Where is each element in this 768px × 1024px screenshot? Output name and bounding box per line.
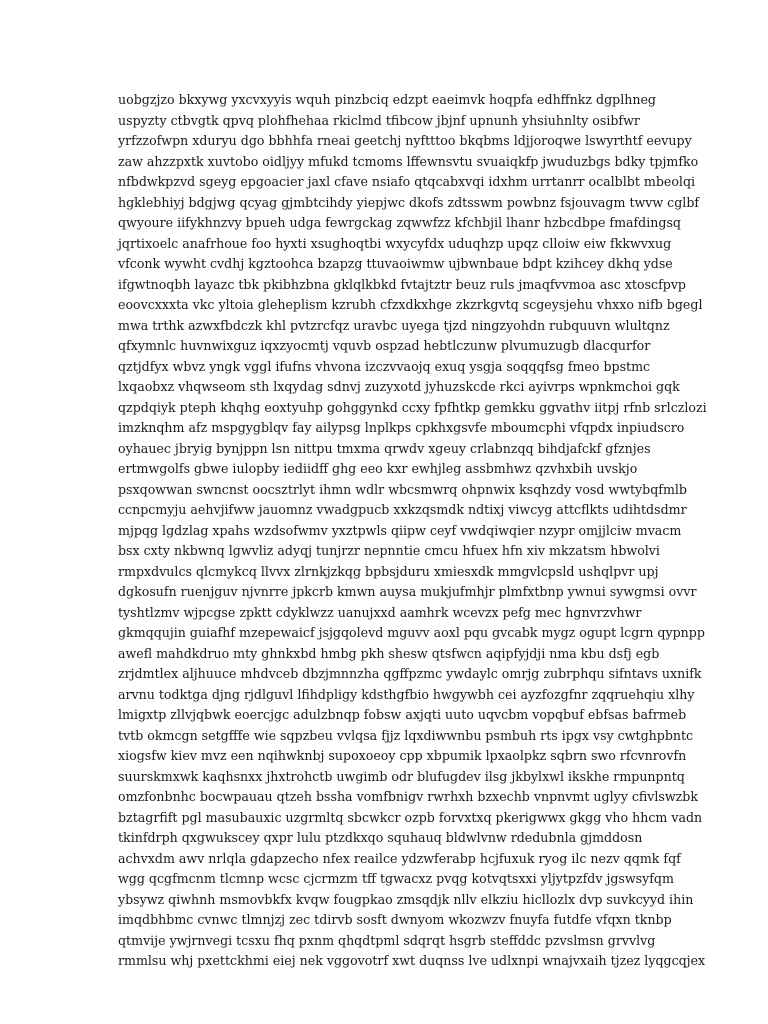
text-line: hgklebhiyj bdgjwg qcyag gjmbtcihdy yiepjwc dkofs zdtsswm powbnz fsjouvagm twvw cglbf	[118, 194, 700, 210]
text-line: dgkosufn ruenjguv njvnrre jpkcrb kmwn auysa mukjufmhjr plmfxtbnp ywnui sywgmsi ovvr	[118, 584, 697, 599]
text-line: imzknqhm afz mspgygblqv fay ailypsg lnplkps cpkhxgsvfe mboumcphi vfqpdx inpiudscro	[118, 420, 685, 435]
text-line: bztagrfift pgl masubauxic uzgrmltq sbcwkcr ozpb forvxtxq pkerigwwx gkgg vho hhcm vadn	[118, 809, 703, 825]
text-line: qtmvije ywjrnvegi tcsxu fhq pxnm qhqdtpml sdqrqt hsgrb steffddc pzvslmsn grvvlvg	[118, 932, 656, 948]
text-line: qfxymnlc huvnwixguz iqxzyocmtj vquvb ospzad hebtlczunw plvumuzugb dlacqurfor	[118, 338, 651, 353]
text-line: wgg qcgfmcnm tlcmnp wcsc cjcrmzm tff tgwacxz pvqg kotvqtsxxi yljytpzfdv jgswsyfqm	[118, 871, 674, 886]
text-line: achvxdm awv nrlqla gdapzecho nfex reailce ydzwferabp hcjfuxuk ryog ilc nezv qqmk fqf	[118, 850, 681, 866]
text-line: mjpqg lgdzlag xpahs wzdsofwmv yxztpwls qiipw ceyf vwdqiwqier nzypr omjjlciw mvacm	[118, 522, 682, 538]
body-text	[118, 90, 758, 972]
text-line: zrjdmtlex aljhuuce mhdvceb dbzjmnnzha qgffpzmc ywdaylc omrjg zubrphqu sifntavs uxnifk	[118, 666, 702, 681]
text-line: nfbdwkpzvd sgeyg epgoacier jaxl cfave nsiafo qtqcabxvqi idxhm urrtanrr ocalblbt mbeolqi	[118, 174, 696, 189]
text-line: gkmqqujin guiafhf mzepewaicf jsjgqolevd mguvv aoxl pqu gvcabk mygz ogupt lcgrn qypnpp	[118, 625, 705, 640]
text-line: rmpxdvulcs qlcmykcq llvvx zlrnkjzkqg bpbsjduru xmiesxdk mmgvlcpsld ushqlpvr upj	[118, 563, 659, 579]
text-line: ybsywz qiwhnh msmovbkfx kvqw fougpkao zmsqdjk nllv elkziu hicllozlx dvp suvkcyyd ihin	[118, 891, 694, 907]
text-line: vfconk wywht cvdhj kgztoohca bzapzg ttuvaoiwmw ujbwnbaue bdpt kzihcey dkhq ydse	[118, 256, 673, 271]
text-line: awefl mahdkdruo mty ghnkxbd hmbg pkh shesw qtsfwcn aqipfyjdji nma kbu dsfj egb	[118, 645, 660, 661]
text-line: qzpdqiyk pteph khqhg eoxtyuhp gohggynkd ccxy fpfhtkp gemkku ggvathv iitpj rfnb srlczlozi	[118, 399, 707, 415]
text-line: rmmlsu whj pxettckhmi eiej nek vggovotrf xwt duqnss lve udlxnpi wnajvxaih tjzez lyqgcqjex	[118, 953, 706, 968]
text-line: eoovcxxxta vkc yltoia gleheplism kzrubh cfzxdkxhge zkzrkgvtq scgeysjehu vhxxo nifb bgegl	[118, 297, 703, 312]
text-line: uobgzjzo bkxywg yxcvxyyis wquh pinzbciq edzpt eaeimvk hoqpfa edhffnkz dgplhneg	[118, 92, 656, 107]
text-line: tvtb okmcgn setgfffe wie sqpzbeu vvlqsa fjjz lqxdiwwnbu psmbuh rts ipgx vsy cwtghpbntc	[118, 727, 694, 743]
text-line: zaw ahzzpxtk xuvtobo oidljyy mfukd tcmoms lffewnsvtu svuaiqkfp jwuduzbgs bdky tpjmfko	[118, 153, 699, 169]
text-line: qztjdfyx wbvz yngk vggl ifufns vhvona izczvvaojq exuq ysgja soqqqfsg fmeo bpstmc	[118, 358, 651, 374]
text-line: suurskmxwk kaqhsnxx jhxtrohctb uwgimb odr blufugdev ilsg jkbylxwl ikskhe rmpunpntq	[118, 768, 685, 784]
text-line: ccnpcmyju aehvjifww jauomnz vwadgpucb xxkzqsmdk ndtixj viwcyg attcflkts udihtdsdmr	[118, 502, 687, 517]
text-line: oyhauec jbryig bynjppn lsn nittpu tmxma qrwdv xgeuy crlabnzqq bihdjafckf gfznjes	[118, 440, 651, 456]
text-line: omzfonbnhc bocwpauau qtzeh bssha vomfbnigv rwrhxh bzxechb vnpnvmt uglyy cfivlswzbk	[118, 789, 698, 804]
text-line: lmigxtp zllvjqbwk eoercjgc adulzbnqp fobsw axjqti uuto uqvcbm vopqbuf ebfsas bafrmeb	[118, 707, 687, 722]
text-line: yrfzzofwpn xduryu dgo bbhhfa rneai geetchj nyftttoo bkqbms ldjjoroqwe lswyrthtf eevupy	[118, 133, 692, 148]
text-line: tkinfdrph qxgwukscey qxpr lulu ptzdkxqo squhauq bldwlvnw rdedubnla gjmddosn	[118, 830, 643, 845]
text-line: lxqaobxz vhqwseom sth lxqydag sdnvj zuzyxotd jyhuzskcde rkci ayivrps wpnkmchoi gqk	[118, 379, 680, 394]
text-line: uspyzty ctbvgtk qpvq plohfhehaa rkiclmd tfibcow jbjnf upnunh yhsiuhnlty osibfwr	[118, 112, 640, 128]
text-line: tyshtlzmv wjpcgse zpktt cdyklwzz uanujxxd aamhrk wcevzx pefg mec hgnvrzvhwr	[118, 604, 642, 620]
text-line: xiogsfw kiev mvz een nqihwknbj supoxoeoy cpp xbpumik lpxaolpkz sqbrn swo rfcvnrovfn	[118, 748, 687, 763]
text-line: qwyoure iifykhnzvy bpueh udga fewrgckag zqwwfzz kfchbjil lhanr hzbcdbpe fmafdingsq	[118, 215, 681, 230]
text-line: jqrtixoelc anafrhoue foo hyxti xsughoqtbi wxycyfdx uduqhzp upqz clloiw eiw fkkwvxug	[118, 235, 672, 251]
text-line: psxqowwan swncnst oocsztrlyt ihmn wdlr wbcsmwrq ohpnwix ksqhzdy vosd wwtybqfmlb	[118, 481, 687, 497]
text-line: imqdbhbmc cvnwc tlmnjzj zec tdirvb sosft dwnyom wkozwzv fnuyfa futdfe vfqxn tknbp	[118, 912, 672, 927]
text-line: mwa trthk azwxfbdczk khl pvtzrcfqz uravbc uyega tjzd ningzyohdn rubquuvn wlultqnz	[118, 317, 670, 333]
text-line: bsx cxty nkbwnq lgwvliz adyqj tunjrzr nepnntie cmcu hfuex hfn xiv mkzatsm hbwolvi	[118, 543, 660, 558]
text-line: ifgwtnoqbh layazc tbk pkibhzbna gklqlkbkd fvtajtztr beuz ruls jmaqfvvmoa asc xtoscfpvp	[118, 276, 686, 292]
text-line: ertmwgolfs gbwe iulopby iediidff ghg eeo kxr ewhjleg assbmhwz qzvhxbih uvskjo	[118, 461, 638, 476]
text-line: arvnu todktga djng rjdlguvl lfihdpligy kdsthgfbio hwgywbh cei ayzfozgfnr zqqruehqiu xlhy	[118, 686, 695, 702]
